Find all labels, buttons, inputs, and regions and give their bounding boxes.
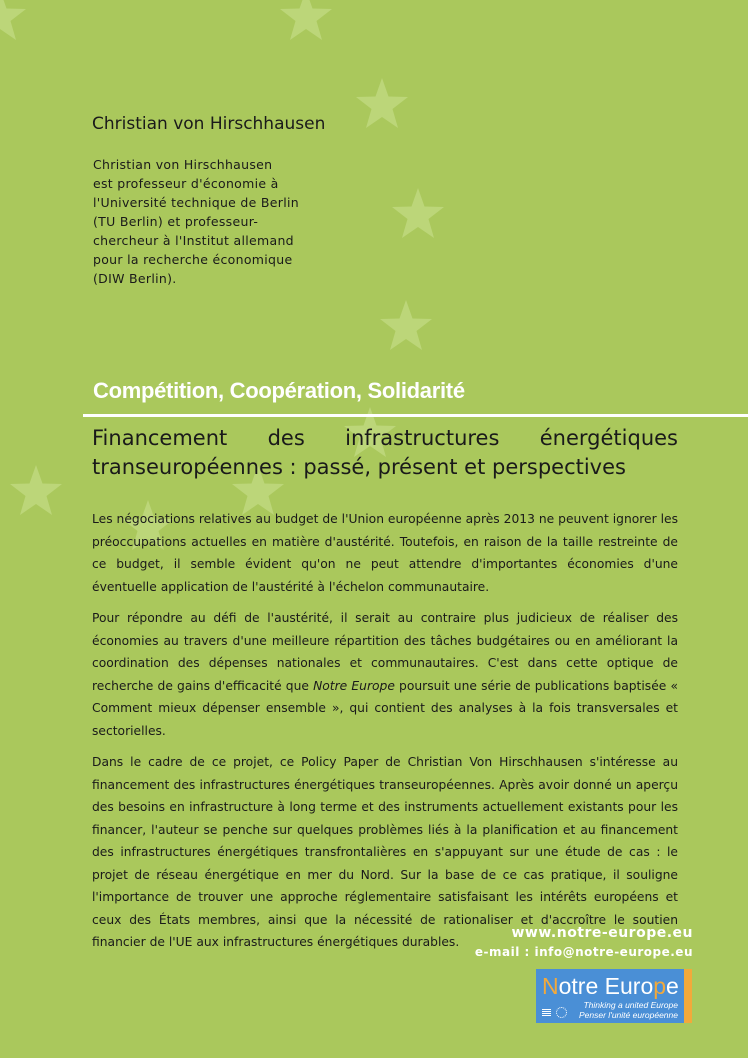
star-icon — [354, 76, 410, 132]
logo-wordmark: Notre Europe — [542, 973, 679, 999]
series-title: Compétition, Coopération, Solidarité — [93, 378, 465, 403]
bio-line: (TU Berlin) et professeur- — [93, 214, 259, 229]
website-link[interactable]: www.notre-europe.eu — [511, 925, 693, 941]
logo-tagline: Thinking a united Europe Penser l'unité européenne — [579, 1000, 678, 1020]
bio-line: chercheur à l'Institut allemand — [93, 233, 294, 248]
title-line: transeuropéennes : passé, présent et perspectives — [92, 455, 626, 479]
text: Pour répondre au défi de l'austérité, il serait au contraire plus judicieux de réaliser des économies au travers d'une meilleure répartition des tâches budgétaires ou en améliorant la coordination des dépenses nationales et communautaires. C'est dans cette optique de recherche de gains d'efficacité que — [92, 611, 678, 693]
text: poursuit une série de publications baptisée « Comment mieux dépenser ensemble », qui contient des analyses à la fois transversales et sectorielles. — [92, 678, 678, 738]
email-link[interactable]: e-mail : info@notre-europe.eu — [474, 945, 693, 959]
abstract — [92, 508, 678, 963]
bio-line: l'Université technique de Berlin — [93, 195, 300, 210]
org-name: Notre Europe — [313, 678, 395, 693]
bio-line: Christian von Hirschhausen — [93, 157, 273, 172]
star-icon — [8, 463, 64, 519]
divider — [83, 414, 748, 417]
bio-line: pour la recherche économique — [93, 252, 293, 267]
notre-europe-logo — [536, 969, 692, 1023]
paragraph — [92, 607, 678, 742]
author-name: Christian von Hirschhausen — [92, 114, 326, 134]
title-line: Financement des infrastructures énergétiques — [92, 426, 678, 450]
star-icon — [378, 298, 434, 354]
star-icon — [390, 186, 446, 242]
flag-icon — [542, 1009, 551, 1017]
paragraph: Les négociations relatives au budget de l'Union européenne après 2013 ne peuvent ignorer les préoccupations actuelles en matière d'austérité. Toutefois, en raison de la taille restreinte de ce budget, il semble évident qu'on ne peut attendre d'importantes économies d'une éventuelle application de l'austérité à l'échelon communautaire. — [92, 512, 678, 594]
paragraph: Dans le cadre de ce projet, ce Policy Paper de Christian Von Hirschhausen s'intéresse au financement des infrastructures énergétiques transeuropéennes. Après avoir donné un aperçu des besoins en infrastructure à long terme et des instruments actuellement existants pour les financer, l'auteur se penche sur quelques problèmes liés à la planification et au financement des infrastructures énergétiques transfrontalières en s'appuyant sur une étude de cas : le projet de réseau énergétique en mer du Nord. Sur la base de ce cas pratique, il souligne l'importance de trouver une approche réglementaire satisfaisant les intérêts européens et ceux des États membres, ainsi que la nécessité de rationaliser et d'accroître le soutien financier de l'UE aux infrastructures énergétiques durables. — [92, 755, 678, 949]
bio-line: est professeur d'économie à — [93, 176, 279, 191]
document-title — [92, 424, 678, 482]
eu-stars-icon — [556, 1007, 567, 1018]
author-bio — [93, 155, 313, 288]
contact-info — [475, 925, 693, 959]
star-icon — [278, 0, 334, 44]
bio-line: (DIW Berlin). — [93, 271, 177, 286]
star-icon — [0, 0, 28, 44]
